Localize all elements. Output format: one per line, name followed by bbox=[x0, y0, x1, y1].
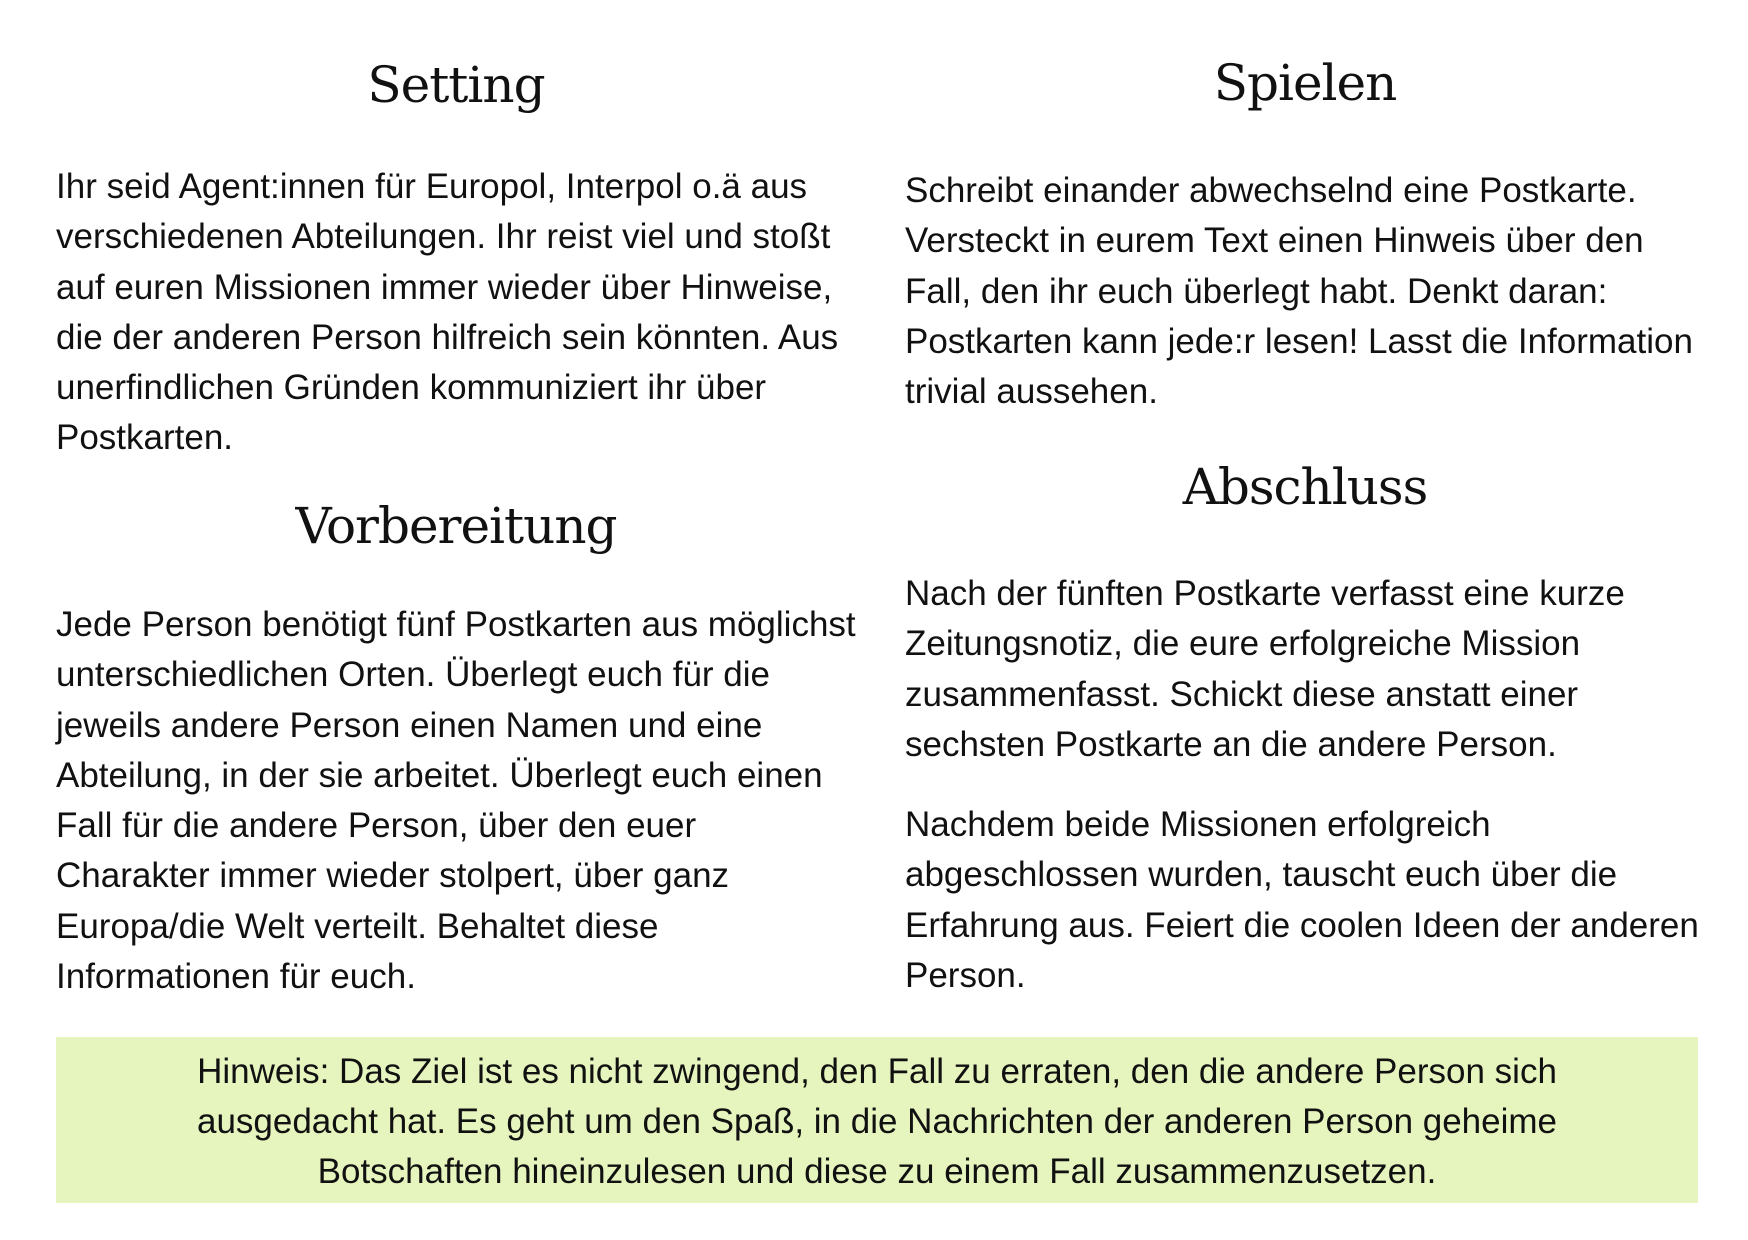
spielen-heading: Spielen bbox=[1213, 54, 1397, 112]
setting-heading: Setting bbox=[367, 56, 545, 114]
hint-box bbox=[56, 1037, 1698, 1203]
vorbereitung-text: Jede Person benötigt fünf Postkarten aus möglichst unterschiedlichen Orten. Überlegt euch für die jeweils andere Person einen Namen und eine Abteilung, in der sie arbeitet. Überlegt euch einen Fall für die andere Person, über den euer Charakter immer wieder stolpert, über ganz Europa/die Welt verteilt. Behaltet diese Informationen für euch. bbox=[56, 605, 856, 997]
vorbereitung-heading: Vorbereitung bbox=[295, 497, 617, 555]
abschluss-heading: Abschluss bbox=[1182, 458, 1428, 516]
abschluss-text-2: Nachdem beide Missionen erfolgreich abgeschlossen wurden, tauscht euch über die Erfahrung aus. Feiert die coolen Ideen der anderen Person. bbox=[905, 805, 1699, 995]
setting-text: Ihr seid Agent:innen für Europol, Interpol o.ä aus verschiedenen Abteilungen. Ihr reist viel und stoßt auf euren Missionen immer wieder über Hinweise, die der anderen Person hilfreich sein könnten. Aus unerfindlichen Gründen kommuniziert ihr über Postkarten. bbox=[56, 167, 839, 458]
abschluss-text-1: Nach der fünften Postkarte verfasst eine kurze Zeitungsnotiz, die eure erfolgreiche Mission zusammenfasst. Schickt diese anstatt einer sechsten Postkarte an die andere Person. bbox=[905, 574, 1625, 764]
spielen-text: Schreibt einander abwechselnd eine Postkarte. Versteckt in eurem Text einen Hinweis über den Fall, den ihr euch überlegt habt. Denkt daran: Postkarten kann jede:r lesen! Lasst die Information trivial aussehen. bbox=[905, 171, 1693, 412]
hint-text: Hinweis: Das Ziel ist es nicht zwingend, den Fall zu erraten, den die andere Person sich ausgedacht hat. Es geht um den Spaß, in die Nachrichten der anderen Person geheime Botschaften hineinzulesen und diese zu einem Fall zusammenzusetzen. bbox=[196, 1052, 1558, 1191]
